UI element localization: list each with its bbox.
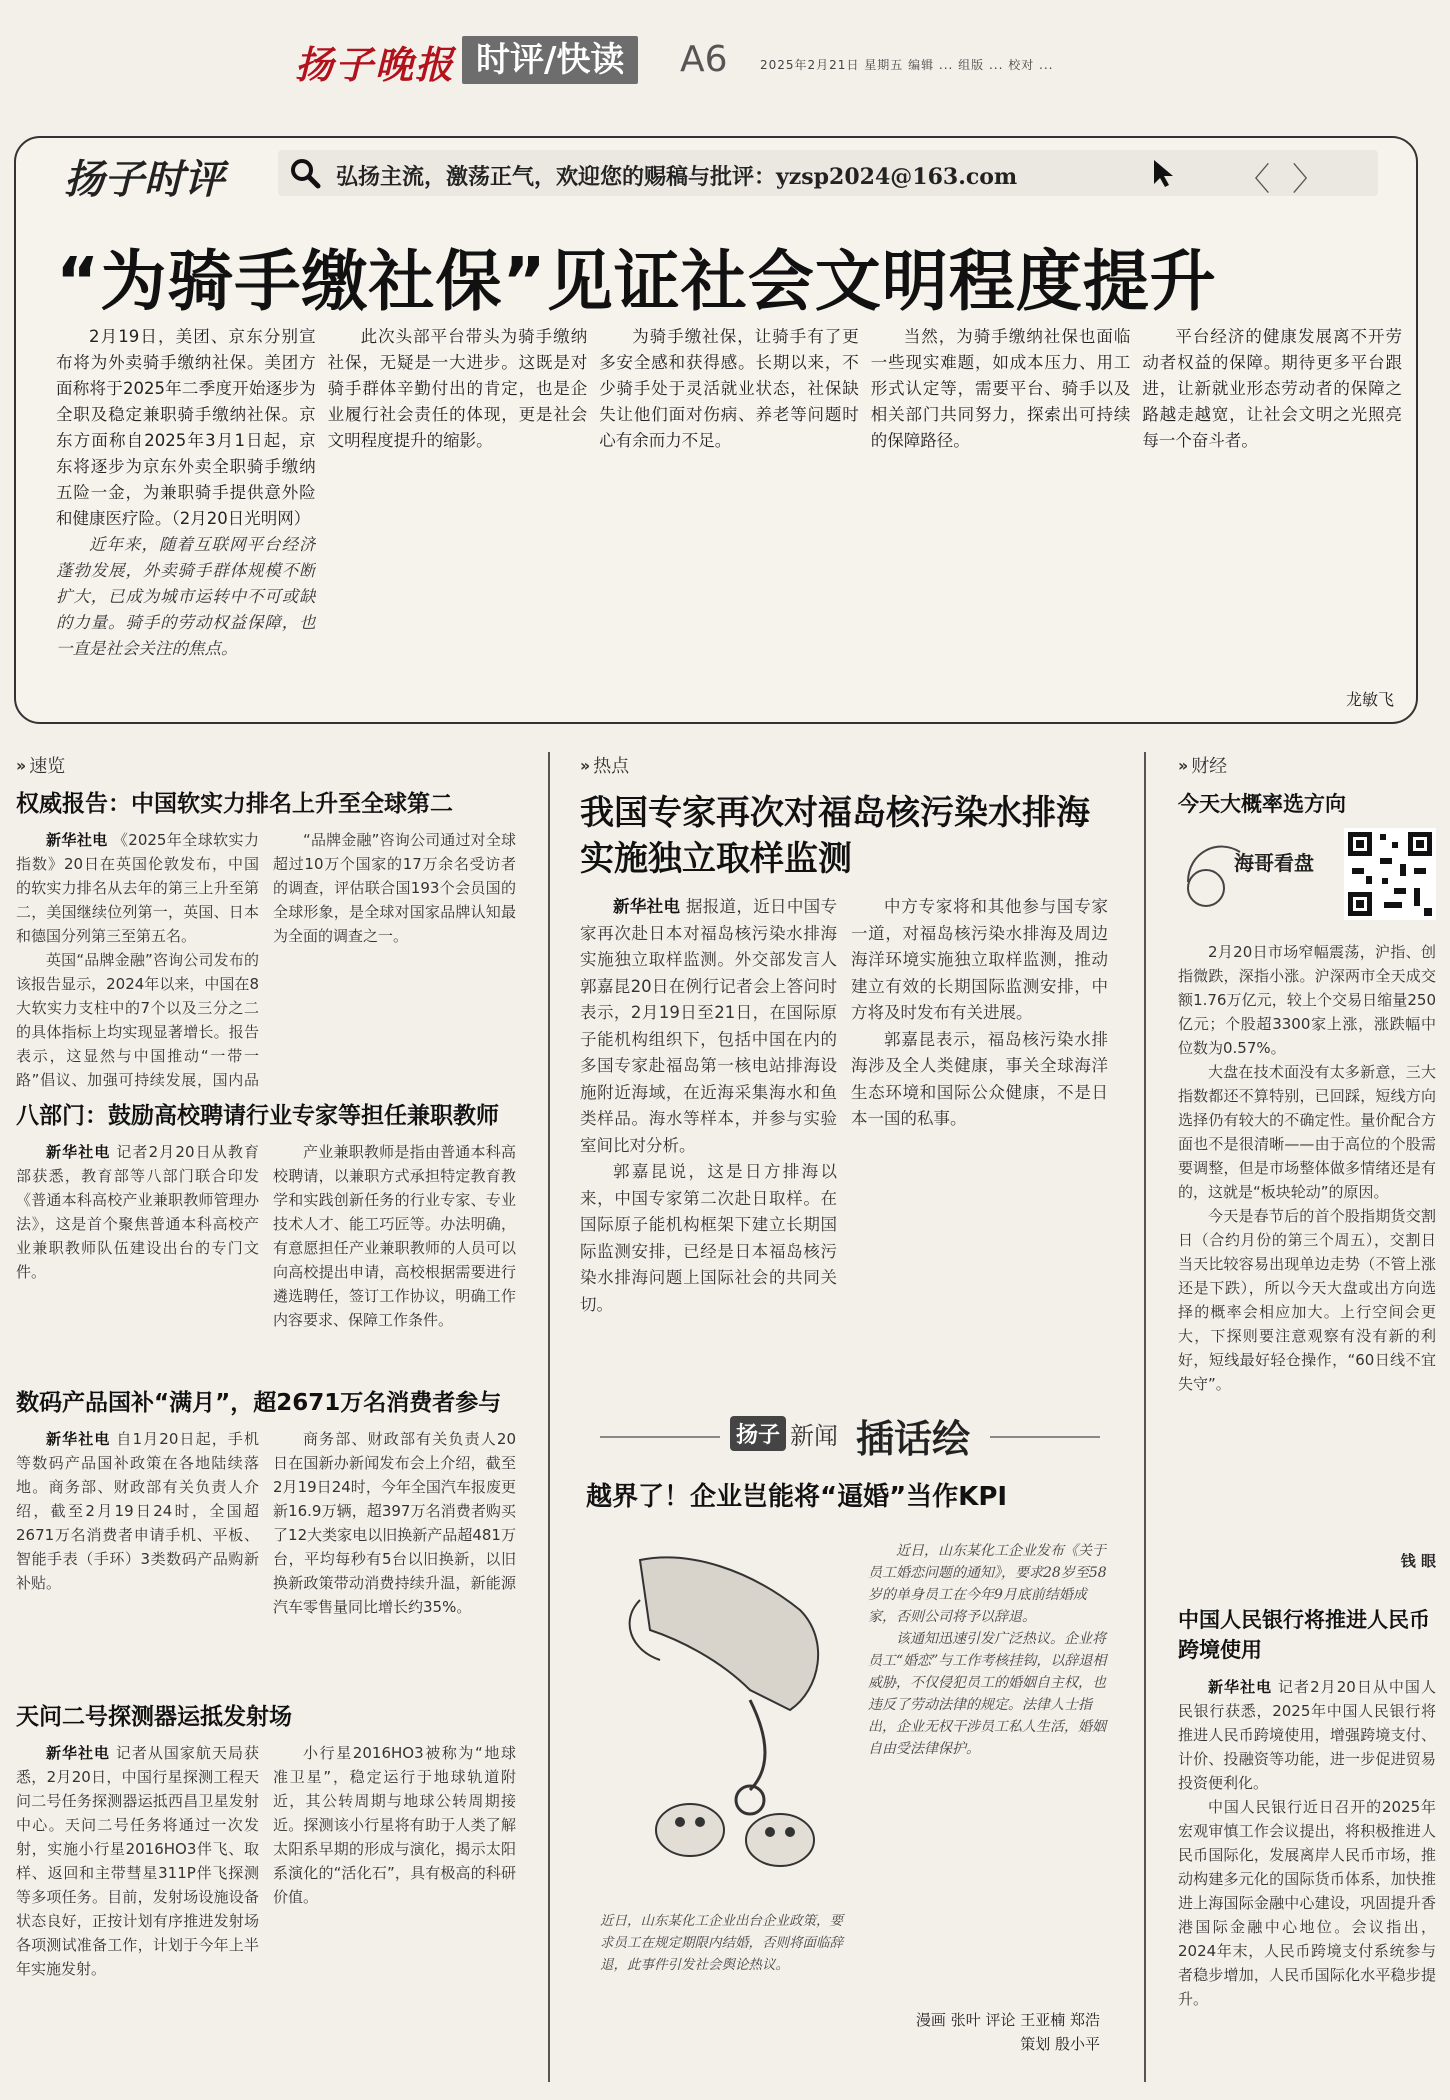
article-text [16,1140,259,1332]
commentary-author: 龙敏飞 [1345,690,1394,709]
cartoon-paragraph: 该通知迅速引发广泛热议。企业将员工“婚恋”与工作考核挂钩，以辞退相威胁，不仅侵犯员工的婚姻自主权，也违反了劳动法律的规定。法律人士指出，企业无权干涉员工私人生活，婚姻自由受法律保护。 [868,1631,1107,1757]
divider-line [600,1436,720,1438]
chevrons-icon: ›› [1178,755,1186,775]
article-text [16,1741,259,1981]
agency-label: 新华社电 [46,1744,111,1762]
article-paragraph: 英国“品牌金融”咨询公司发布的该报告显示，2024年以来，中国在8大软实力支柱中的7个以及三分之二的具体指标上均实现显著增长。报告表示，这显然与中国推动“一带一路”倡议、加强可持续发展，国内品 [16,951,259,1088]
article-paragraph: 自1月20日起，手机等数码产品国补政策在各地陆续落地。商务部、财政部有关负责人介绍，截至2月19日24时，全国超2671万名消费者申请手机、平板、智能手表（手环）3类数码产品购新补贴。 [16,1430,259,1592]
article-title: 八部门：鼓励高校聘请行业专家等担任兼职教师 [16,1103,499,1129]
article-paragraph: 记者2月20日从教育部获悉，教育部等八部门联合印发《普通本科高校产业兼职教师管理办法》，这是首个聚焦普通本科高校产业兼职教师队伍建设出台的专门文件。 [16,1143,259,1281]
columnist-signature: 钱 眼 [1400,1552,1436,1570]
nav-arrows-icon: 〈 〉 [1238,160,1331,198]
article-paragraph: 中方专家将和其他参与国专家一道，对福岛核污染水排海及周边海洋环境实施独立取样监测，推动建立有效的长期国际监测安排，中方将及时发布有关进展。 [851,897,1108,1022]
article-text [16,1427,259,1619]
cartoon-section-header [580,1406,1108,1466]
qr-code-icon [1344,828,1436,920]
article-text [1178,1675,1436,2065]
article-paragraph: 记者2月20日从中国人民银行获悉，2025年中国人民银行将推进人民币跨境使用，增强跨境支付、计价、投融资等功能，进一步促进贸易投资便利化。 [1178,1678,1436,1792]
slogan-text: 弘扬主流，激荡正气，欢迎您的赐稿与批评：yzsp2024@163.com [336,164,1018,190]
agency-label: 新华社电 [46,1143,111,1161]
article-title: 我国专家再次对福岛核污染水排海实施独立取样监测 [580,793,1090,879]
article-paragraph: 郭嘉昆说，这是日方排海以来，中国专家第二次赴日取样。在国际原子能机构框架下建立长期国际监测安排，已经是日本福岛核污染水排海问题上国际社会的共同关切。 [580,1162,837,1314]
article-title: 今天大概率选方向 [1178,792,1346,816]
cartoon-section-title: 插话绘 [856,1416,971,1461]
commentary-paragraph: 为骑手缴社保，让骑手有了更多安全感和获得感。长期以来，不少骑手处于灵活就业状态，社保缺失让他们面对伤病、养老等问题时心有余而力不足。 [599,327,859,450]
article-paragraph: 产业兼职教师是指由普通本科高校聘请，以兼职方式承担特定教育教学和实践创新任务的行业专家、专业技术人才、能工巧匠等。办法明确，有意愿担任产业兼职教师的人员可以向高校提出申请，高校根据需要进行遴选聘任，签订工作协议，明确工作内容要求、保障工作条件。 [273,1143,516,1329]
article-paragraph: 据报道，近日中国专家再次赴日本对福岛核污染水排海实施独立取样监测。外交部发言人郭嘉昆20日在例行记者会上答问时表示，2月19日至21日，在国际原子能机构组织下，包括中国在内的多国专家赴福岛第一核电站排海设施附近海域，在近海采集海水和鱼类样品。海水等样本，并参与实验室间比对分析。 [580,897,837,1155]
cursor-arrow-icon [1148,156,1182,190]
commentary-col-1 [56,324,316,686]
slogan-bar [278,150,1378,196]
article-title: 数码产品国补“满月”，超2671万名消费者参与 [16,1390,502,1416]
commentary-headline: “为骑手缴社保”见证社会文明程度提升 [56,243,1217,320]
article-text [1178,940,1436,1550]
commentary-paragraph: 当然，为骑手缴纳社保也面临一些现实难题，如成本压力、用工形式认定等，需要平台、骑手以及相关部门共同努力，探索出可持续的保障路径。 [870,327,1131,450]
article [16,1701,516,2051]
news-label: 新闻 [790,1422,838,1450]
commentary-lead: 2月19日，美团、京东分别宣布将为外卖骑手缴纳社保。美团方面称将于2025年二季度开始逐步为全职及稳定兼职骑手缴纳社保。京东方面称自2025年3月1日起，京东将逐步为京东外卖全职骑手缴纳五险一金，为兼职骑手提供意外险和健康医疗险。（2月20日光明网） [56,327,316,528]
article [16,1387,516,1687]
agency-label: 新华社电 [613,897,681,916]
article-paragraph: 商务部、财政部有关负责人20日在国新办新闻发布会上介绍，截至2月19日24时，今年全国汽车报废更新16.9万辆，超397万名消费者购买了12大类家电以旧换新产品超481万台，平均每秒有5台以旧换新，以旧换新政策带动消费持续升温，新能源汽车零售量同比增长约35%。 [273,1430,516,1616]
columnist-name: 海哥看盘 [1234,851,1314,875]
search-icon [288,156,322,190]
columnist-badge [1178,828,1436,932]
commentary-paragraph: 此次头部平台带头为骑手缴纳社保，无疑是一大进步。这既是对骑手群体辛勤付出的肯定，也是企业履行社会责任的体现，更是社会文明程度提升的缩影。 [327,327,588,450]
section-label: 时评/快读 [462,36,638,84]
columnist-portrait-icon [1178,832,1318,926]
article-paragraph: 中国人民银行近日召开的2025年宏观审慎工作会议提出，将积极推进人民币国际化，发展离岸人民币市场，推动构建多元化的国际货币体系，加快推进上海国际金融中心建设，巩固提升香港国际金融中心地位。会议指出，2024年末，人民币跨境支付系统参与者稳步增加，人民币国际化水平稳步提升。 [1178,1798,1436,2008]
section-tag [16,752,516,778]
article-paragraph: 今天是春节后的首个股指期货交割日（合约月份的第三个周五），交割日当天比较容易出现单边走势（不管上涨还是下跌），所以今天大盘或出方向选择的概率会相应加大。上行空间会更大，下探则要注意观察有没有新的利好，短线最好轻仓操作，“60日线不宜失守”。 [1178,1207,1436,1393]
article-paragraph: 郭嘉昆表示，福岛核污染水排海涉及全人类健康，事关全球海洋生态环境和国际公众健康，不是日本一国的私事。 [851,1029,1108,1128]
article-paragraph: “品牌金融”咨询公司通过对全球超过10万个国家的17万余名受访者的调查，评估联合国193个会员国的全球形象，是全球对国家品牌认知最为全面的调查之一。 [273,831,516,945]
agency-label: 新华社电 [46,831,108,849]
commentary-paragraph: 平台经济的健康发展离不开劳动者权益的保障。期待更多平台跟进，让新就业形态劳动者的保障之路越走越宽，让社会文明之光照亮每一个奋斗者。 [1142,327,1402,450]
section-tag [1178,752,1436,778]
article [16,788,516,1088]
article-text [273,1427,516,1619]
chevrons-icon: ›› [16,755,24,775]
finance-column [1178,752,1436,2065]
article-text [273,1140,516,1332]
brand-mark: 扬子 [730,1416,786,1451]
article-text [273,828,516,1088]
cartoon-headline: 越界了！企业岂能将“逼婚”当作KPI [586,1482,1008,1512]
article-text [16,828,259,1088]
brief-column [16,752,516,2051]
commentary-box [14,136,1418,724]
commentary-paragraph: 近年来，随着互联网平台经济蓬勃发展，外卖骑手群体规模不断扩大，已成为城市运转中不可或缺的力量。骑手的劳动权益保障，也一直是社会关注的焦点。 [56,535,316,658]
commentary-col-2 [328,324,588,686]
cartoon-illustration [600,1540,850,1900]
article-paragraph: 小行星2016HO3被称为“地球准卫星”，稳定运行于地球轨道附近，其公转周期与地球公转周期接近。探测该小行星将有助于人类了解太阳系早期的形成与演化，揭示太阳系演化的“活化石”，具有极高的科研价值。 [273,1744,516,1906]
cartoon-paragraph: 近日，山东某化工企业发布《关于员工婚恋问题的通知》，要求28岁至58岁的单身员工在今年9月底前结婚成家，否则公司将予以辞退。 [868,1543,1107,1625]
article [580,788,1108,1388]
article [16,1100,516,1375]
page-number: A6 [680,39,728,80]
section-tag [580,752,1108,778]
article-title: 天问二号探测器运抵发射场 [16,1704,292,1730]
commentary-brand: 扬子时评 [64,156,224,203]
article-paragraph: 记者从国家航天局获悉，2月20日，中国行星探测工程天问二号任务探测器运抵西昌卫星发射中心。天问二号任务将通过一次发射，实施小行星2016HO3伴飞、取样、返回和主带彗星311P伴飞探测等多项任务。目前，发射场设施设备状态良好，正按计划有序推进发射场各项测试准备工作，计划于今年上半年实施发射。 [16,1744,259,1978]
masthead [0,30,1450,92]
divider-line [990,1436,1100,1438]
edition-meta: 2025年2月21日 星期五 编辑 ... 组版 ... 校对 ... [760,58,1054,72]
article-text [273,1741,516,1981]
article-title: 权威报告：中国软实力排名上升至全球第二 [16,791,453,817]
commentary-col-4 [871,324,1131,686]
article-paragraph: 2月20日市场窄幅震荡，沪指、创指微跌，深指小涨。沪深两市全天成交额1.76万亿元，较上个交易日缩量250亿元；个股超3300家上涨，涨跌幅中位数为0.57%。 [1178,943,1436,1057]
article-text [851,894,1108,1318]
column-divider [548,752,550,2082]
article-paragraph: 《2025年全球软实力指数》20日在英国伦敦发布，中国的软实力排名从去年的第三上升至第二，美国继续位列第一，英国、日本和德国分列第三至第五名。 [16,831,259,945]
agency-label: 新华社电 [46,1430,111,1448]
section-tag-label: 速览 [29,756,66,777]
credit-line: 策划 殷小平 [1020,2035,1100,2053]
hot-column [580,752,1108,1388]
cartoon-caption: 近日，山东某化工企业出台企业政策，要求员工在规定期限内结婚，否则将面临辞退，此事件引发社会舆论热议。 [600,1913,843,1973]
section-tag-label: 热点 [593,756,630,777]
chevrons-icon: ›› [580,755,588,775]
article-title: 中国人民银行将推进人民币跨境使用 [1178,1608,1430,1662]
newspaper-logo: 扬子晚报 [295,42,456,87]
article-text [580,894,837,1318]
section-tag-label: 财经 [1191,756,1228,777]
column-divider [1144,752,1146,2082]
commentary-body [56,324,1402,686]
credit-line: 漫画 张叶 评论 王亚楠 郑浩 [915,2011,1100,2029]
cartoon-commentary [868,1540,1108,1890]
cartoon-credits [880,2008,1100,2056]
commentary-col-3 [599,324,859,686]
agency-label: 新华社电 [1208,1678,1273,1696]
article-paragraph: 大盘在技术面没有太多新意，三大指数都还不算特别，已回踩，短线方向选择仍有较大的不确定性。量价配合方面也不是很清晰——由于高位的个股需要调整，但是市场整体做多情绪还是有的，这就是“板块轮动”的原因。 [1178,1063,1436,1201]
commentary-col-5 [1142,324,1402,686]
